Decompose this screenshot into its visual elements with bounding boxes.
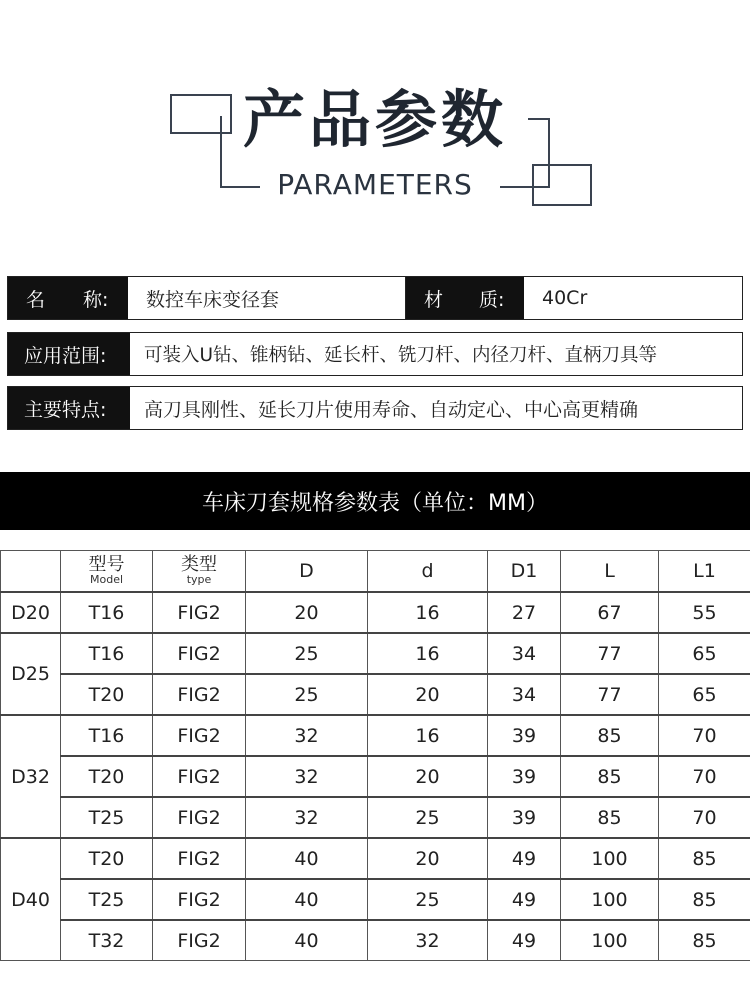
cell-d: 25 (368, 879, 488, 920)
cell-D1: 39 (488, 797, 561, 838)
cell-model: T20 (61, 674, 153, 715)
cell-L: 77 (561, 674, 659, 715)
cell-d: 16 (368, 592, 488, 633)
cell-D1: 39 (488, 715, 561, 756)
name-label-char-1: 名 (26, 288, 46, 311)
page-subtitle: PARAMETERS (277, 168, 473, 201)
spec-table (0, 550, 750, 961)
cell-L: 100 (561, 838, 659, 879)
cell-type: FIG2 (153, 879, 246, 920)
scope-label: 应用范围: (8, 333, 130, 375)
cell-type: FIG2 (153, 633, 246, 674)
material-label (406, 277, 524, 319)
cell-type: FIG2 (153, 920, 246, 961)
cell-D: 40 (246, 920, 368, 961)
header-model-cn: 型号 (88, 554, 125, 575)
header-D: D (246, 551, 368, 593)
table-row (1, 674, 750, 715)
cell-type: FIG2 (153, 838, 246, 879)
header-D1: D1 (488, 551, 561, 593)
cell-model: T25 (61, 879, 153, 920)
table-row (1, 797, 750, 838)
cell-d: 16 (368, 715, 488, 756)
cell-L1: 65 (659, 674, 750, 715)
cell-L1: 65 (659, 633, 750, 674)
cell-L: 85 (561, 797, 659, 838)
cell-type: FIG2 (153, 674, 246, 715)
cell-L: 100 (561, 879, 659, 920)
material-label-char-1: 材 (424, 288, 444, 311)
table-row (1, 592, 750, 633)
cell-model: T20 (61, 756, 153, 797)
cell-d: 16 (368, 633, 488, 674)
table-row (1, 633, 750, 674)
cell-D: 32 (246, 715, 368, 756)
cell-D: 25 (246, 674, 368, 715)
cell-d: 20 (368, 674, 488, 715)
material-value: 40Cr (542, 287, 588, 309)
cell-model: T32 (61, 920, 153, 961)
header-group (1, 551, 61, 593)
cell-L1: 70 (659, 797, 750, 838)
header-L: L (561, 551, 659, 593)
table-header-row (1, 551, 750, 593)
features-value: 高刀具刚性、延长刀片使用寿命、自动定心、中心高更精确 (144, 398, 639, 421)
cell-L1: 85 (659, 920, 750, 961)
cell-type: FIG2 (153, 715, 246, 756)
scope-value: 可装入U钻、锥柄钻、延长杆、铣刀杆、内径刀杆、直柄刀具等 (144, 345, 658, 366)
info-row-scope (7, 332, 743, 376)
cell-model: T25 (61, 797, 153, 838)
cell-type: FIG2 (153, 592, 246, 633)
cell-L1: 70 (659, 715, 750, 756)
header-model (61, 551, 153, 593)
info-row-name-material (7, 276, 743, 320)
cell-L: 85 (561, 715, 659, 756)
cell-L: 67 (561, 592, 659, 633)
cell-model: T16 (61, 715, 153, 756)
features-label: 主要特点: (8, 387, 130, 429)
table-row (1, 879, 750, 920)
info-row-features (7, 386, 743, 430)
name-label-char-2: 称: (83, 288, 109, 311)
cell-D: 40 (246, 879, 368, 920)
cell-d: 20 (368, 756, 488, 797)
cell-D1: 49 (488, 920, 561, 961)
header-type-en: type (186, 573, 212, 586)
header-type (153, 551, 246, 593)
cell-L: 85 (561, 756, 659, 797)
cell-D1: 39 (488, 756, 561, 797)
cell-L1: 85 (659, 838, 750, 879)
header-type-cn: 类型 (181, 554, 217, 575)
cell-type: FIG2 (153, 797, 246, 838)
group-cell-d25: D25 (1, 633, 61, 715)
cell-D1: 34 (488, 633, 561, 674)
cell-d: 20 (368, 838, 488, 879)
table-row (1, 756, 750, 797)
spec-table-banner: 车床刀套规格参数表（单位：MM） (0, 472, 750, 530)
cell-D: 20 (246, 592, 368, 633)
cell-L: 77 (561, 633, 659, 674)
cell-type: FIG2 (153, 756, 246, 797)
cell-L1: 70 (659, 756, 750, 797)
group-cell-d20: D20 (1, 592, 61, 633)
cell-L1: 85 (659, 879, 750, 920)
page-title: 产品参数 (242, 83, 507, 156)
cell-L1: 55 (659, 592, 750, 633)
name-value: 数控车床变径套 (128, 277, 406, 319)
cell-D1: 34 (488, 674, 561, 715)
cell-L: 100 (561, 920, 659, 961)
cell-D: 32 (246, 756, 368, 797)
material-label-char-2: 质: (479, 288, 505, 311)
cell-D: 40 (246, 838, 368, 879)
table-row (1, 715, 750, 756)
cell-model: T20 (61, 838, 153, 879)
group-cell-d32: D32 (1, 715, 61, 838)
cell-D1: 49 (488, 838, 561, 879)
cell-D1: 49 (488, 879, 561, 920)
group-cell-d40: D40 (1, 838, 61, 961)
cell-d: 25 (368, 797, 488, 838)
cell-D: 25 (246, 633, 368, 674)
cell-model: T16 (61, 592, 153, 633)
name-label (8, 277, 128, 319)
header-L1: L1 (659, 551, 750, 593)
table-row (1, 838, 750, 879)
cell-d: 32 (368, 920, 488, 961)
cell-D: 32 (246, 797, 368, 838)
table-row (1, 920, 750, 961)
cell-D1: 27 (488, 592, 561, 633)
header-d: d (368, 551, 488, 593)
cell-model: T16 (61, 633, 153, 674)
header-model-en: Model (89, 573, 124, 586)
